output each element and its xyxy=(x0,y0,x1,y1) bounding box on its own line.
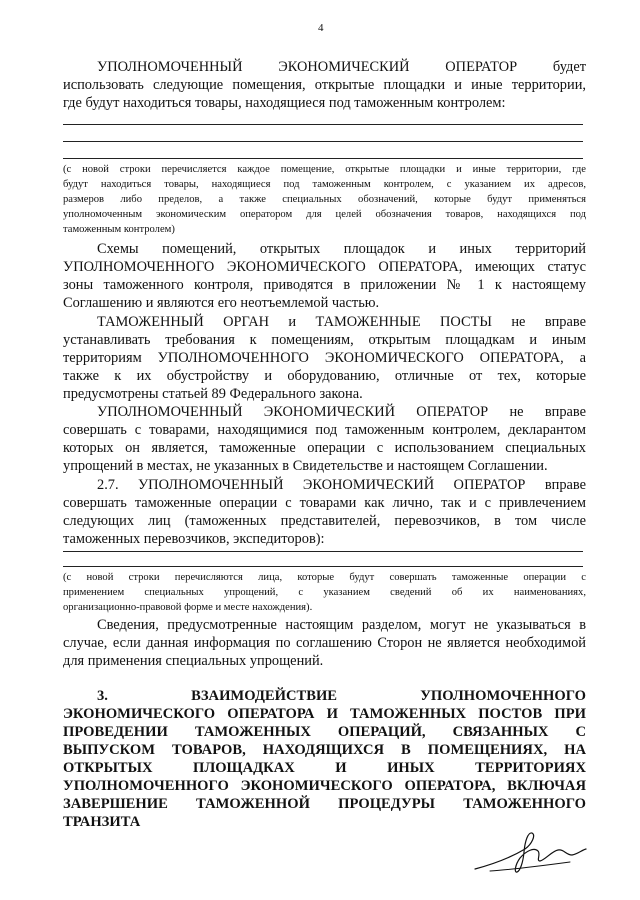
section-heading-line: УПОЛНОМОЧЕННОГО ЭКОНОМИЧЕСКОГО ОПЕРАТОРА, ВКЛЮЧАЯ xyxy=(63,778,586,794)
section-heading-line: ЗАВЕРШЕНИЕ ТАМОЖЕННОЙ ПРОЦЕДУРЫ ТАМОЖЕННОГО xyxy=(63,796,586,812)
text-line: таможенных перевозчиков, экспедиторов): xyxy=(63,531,325,547)
section-heading-line: 3. ВЗАИМОДЕЙСТВИЕ УПОЛНОМОЧЕННОГО xyxy=(97,688,586,704)
note-line: таможенным контролем) xyxy=(63,224,175,235)
text-line: использовать следующие помещения, открытые площадки и иные территории, xyxy=(63,77,586,93)
text-line: совершать таможенные операции с товарами как лично, так и с привлечением xyxy=(63,495,586,511)
section-heading-line: ЭКОНОМИЧЕСКОГО ОПЕРАТОРА И ТАМОЖЕННЫХ ПОСТОВ ПРИ xyxy=(63,706,586,722)
text-line: ТАМОЖЕННЫЙ ОРГАН и ТАМОЖЕННЫЕ ПОСТЫ не вправе xyxy=(97,314,586,330)
text-line: упрощений в местах, не указанных в Свидетельстве и настоящем Соглашении. xyxy=(63,458,548,474)
text-line: территориям УПОЛНОМОЧЕННОГО ЭКОНОМИЧЕСКОГО ОПЕРАТОРА, а xyxy=(63,350,586,366)
text-line: следующих лиц (таможенных представителей, перевозчиков, в том числе xyxy=(63,513,586,529)
text-line: УПОЛНОМОЧЕННЫЙ ЭКОНОМИЧЕСКИЙ ОПЕРАТОР не вправе xyxy=(97,404,586,420)
text-line: также к их обустройству и оборудованию, отличные от тех, которые xyxy=(63,368,586,384)
text-line: 2.7. УПОЛНОМОЧЕННЫЙ ЭКОНОМИЧЕСКИЙ ОПЕРАТОР вправе xyxy=(97,477,586,493)
text-line: УПОЛНОМОЧЕННЫЙ ЭКОНОМИЧЕСКИЙ ОПЕРАТОР будет xyxy=(97,59,586,75)
section-heading-line: ТРАНЗИТА xyxy=(63,814,141,830)
text-line: Схемы помещений, открытых площадок и иных территорий xyxy=(97,241,586,257)
note-line: (с новой строки перечисляется каждое помещение, открытые площадки и иные территории, где xyxy=(63,164,586,175)
note-line: будут находиться товары, находящиеся под таможенным контролем, с указанием их адресов, xyxy=(63,179,586,190)
text-line: предусмотрены статьей 89 Федерального закона. xyxy=(63,386,363,402)
fill-in-line xyxy=(63,566,583,567)
section-heading-line: ВЫПУСКОМ ТОВАРОВ, НАХОДЯЩИХСЯ В ПОМЕЩЕНИЯХ, НА xyxy=(63,742,586,758)
note-line: организационно-правовой форме и месте нахождения). xyxy=(63,602,313,613)
text-line: Сведения, предусмотренные настоящим разделом, могут не указываться в xyxy=(97,617,586,633)
text-line: Соглашению и являются его неотъемлемой частью. xyxy=(63,295,380,311)
fill-in-line xyxy=(63,124,583,125)
section-heading-line: ПРОВЕДЕНИИ ТАМОЖЕННЫХ ОПЕРАЦИЙ, СВЯЗАННЫХ С xyxy=(63,724,586,740)
fill-in-line xyxy=(63,158,583,159)
text-line: совершать с товарами, находящимися под таможенным контролем, декларантом xyxy=(63,422,586,438)
text-line: которых он является, таможенные операции с использованием специальных xyxy=(63,440,586,456)
note-line: (с новой строки перечисляются лица, которые будут совершать таможенные операции с xyxy=(63,572,586,583)
text-line: УПОЛНОМОЧЕННОГО ЭКОНОМИЧЕСКОГО ОПЕРАТОРА, имеющих статус xyxy=(63,259,586,275)
text-line: случае, если данная информация по соглашению Сторон не является необходимой xyxy=(63,635,586,651)
fill-in-line xyxy=(63,551,583,552)
note-line: уполномоченным экономическим оператором для целей обозначения товаров, находящихся под xyxy=(63,209,586,220)
page-number: 4 xyxy=(318,22,324,34)
text-line: зоны таможенного контроля, приводятся в приложении № 1 к настоящему xyxy=(63,277,586,293)
text-line: для применения специальных упрощений. xyxy=(63,653,324,669)
text-line: где будут находиться товары, находящиеся под таможенным контролем: xyxy=(63,95,506,111)
text-line: устанавливать требования к помещениям, открытым площадкам и иным xyxy=(63,332,586,348)
signature-icon xyxy=(470,825,590,880)
fill-in-line xyxy=(63,141,583,142)
note-line: размеров либо пределов, а также специальных обозначений, которые будут применяться xyxy=(63,194,586,205)
note-line: применением специальных упрощений, с указанием сведений об их наименованиях, xyxy=(63,587,586,598)
section-heading-line: ОТКРЫТЫХ ПЛОЩАДКАХ И ИНЫХ ТЕРРИТОРИЯХ xyxy=(63,760,586,776)
